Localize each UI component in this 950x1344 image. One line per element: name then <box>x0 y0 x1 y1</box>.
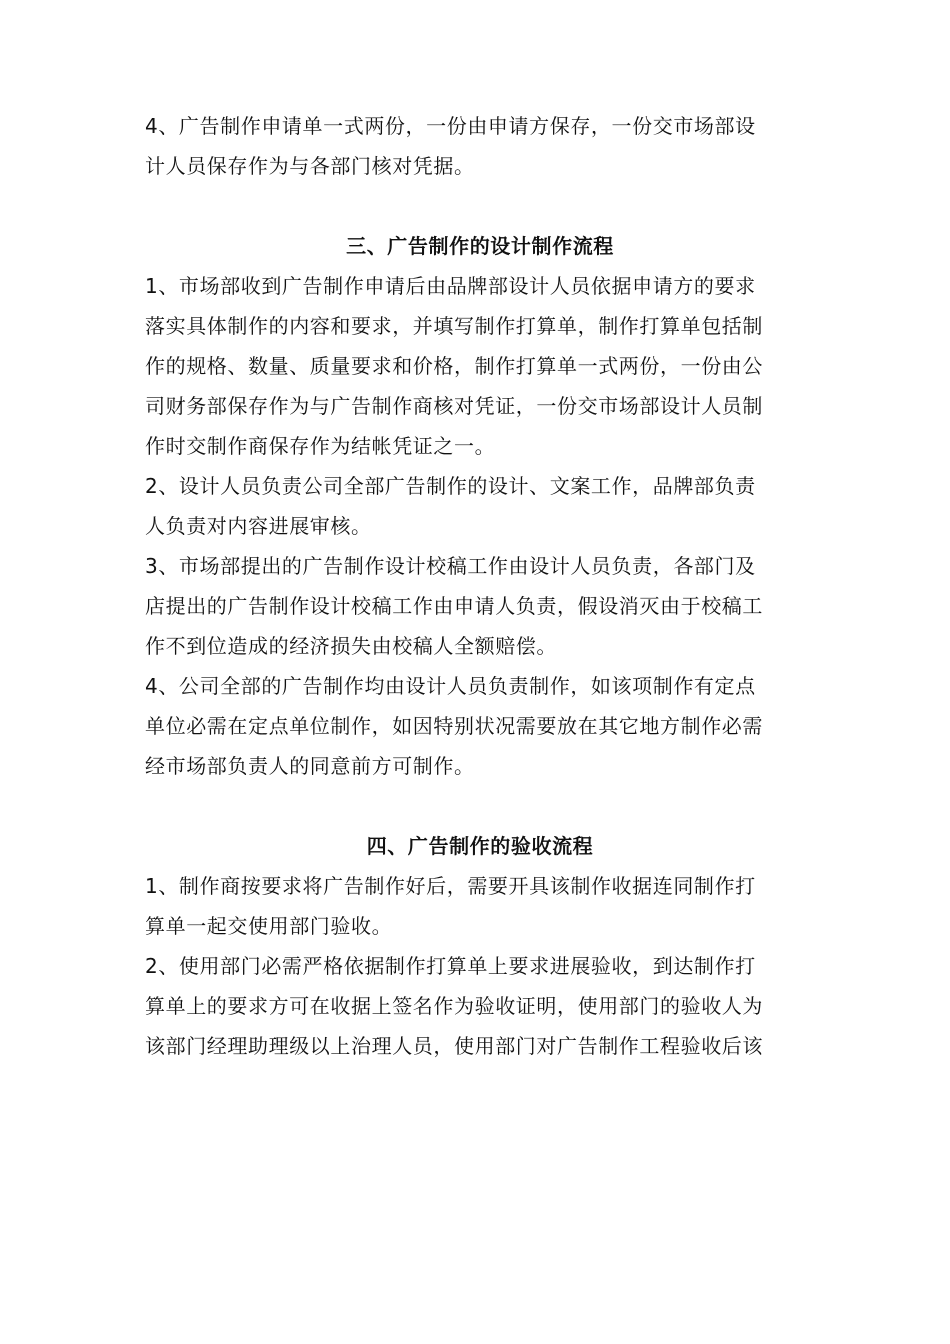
text-line: 该部门经理助理级以上治理人员，使用部门对广告制作工程验收后该 <box>145 1034 763 1058</box>
text-line: 司财务部保存作为与广告制作商核对凭证，一份交市场部设计人员制 <box>145 394 763 418</box>
text-line: 1、制作商按要求将广告制作好后，需要开具该制作收据连同制作打 <box>145 874 756 898</box>
text-line: 算单一起交使用部门验收。 <box>145 914 393 938</box>
section-3-item-3 <box>145 546 815 666</box>
text-line: 落实具体制作的内容和要求，并填写制作打算单，制作打算单包括制 <box>145 314 763 338</box>
text-line: 经市场部负责人的同意前方可制作。 <box>145 754 475 778</box>
paragraph-gap <box>145 186 815 226</box>
text-line: 2、设计人员负责公司全部广告制作的设计、文案工作，品牌部负责 <box>145 474 756 498</box>
section-3-item-1 <box>145 266 815 466</box>
section-4-item-2 <box>145 946 815 1066</box>
text-line: 单位必需在定点单位制作，如因特别状况需要放在其它地方制作必需 <box>145 714 763 738</box>
text-line: 2、使用部门必需严格依据制作打算单上要求进展验收，到达制作打 <box>145 954 756 978</box>
text-line: 作的规格、数量、质量要求和价格，制作打算单一式两份，一份由公 <box>145 354 763 378</box>
text-line: 作不到位造成的经济损失由校稿人全额赔偿。 <box>145 634 557 658</box>
text-line: 4、广告制作申请单一式两份，一份由申请方保存，一份交市场部设 <box>145 114 756 138</box>
document-body <box>145 106 815 1066</box>
section-3-item-2 <box>145 466 815 546</box>
paragraph-gap <box>145 786 815 826</box>
text-line: 人负责对内容进展审核。 <box>145 514 372 538</box>
text-line: 作时交制作商保存作为结帐凭证之一。 <box>145 434 496 458</box>
text-line: 店提出的广告制作设计校稿工作由申请人负责，假设消灭由于校稿工 <box>145 594 763 618</box>
paragraph-top-item-4 <box>145 106 815 186</box>
text-line: 3、市场部提出的广告制作设计校稿工作由设计人员负责，各部门及 <box>145 554 756 578</box>
section-3-heading: 三、广告制作的设计制作流程 <box>346 234 614 258</box>
text-line: 4、公司全部的广告制作均由设计人员负责制作，如该项制作有定点 <box>145 674 756 698</box>
section-4-heading: 四、广告制作的验收流程 <box>366 834 594 858</box>
section-3-item-4 <box>145 666 815 786</box>
section-4-item-1 <box>145 866 815 946</box>
text-line: 算单上的要求方可在收据上签名作为验收证明，使用部门的验收人为 <box>145 994 763 1018</box>
text-line: 计人员保存作为与各部门核对凭据。 <box>145 154 475 178</box>
text-line: 1、市场部收到广告制作申请后由品牌部设计人员依据申请方的要求 <box>145 274 756 298</box>
